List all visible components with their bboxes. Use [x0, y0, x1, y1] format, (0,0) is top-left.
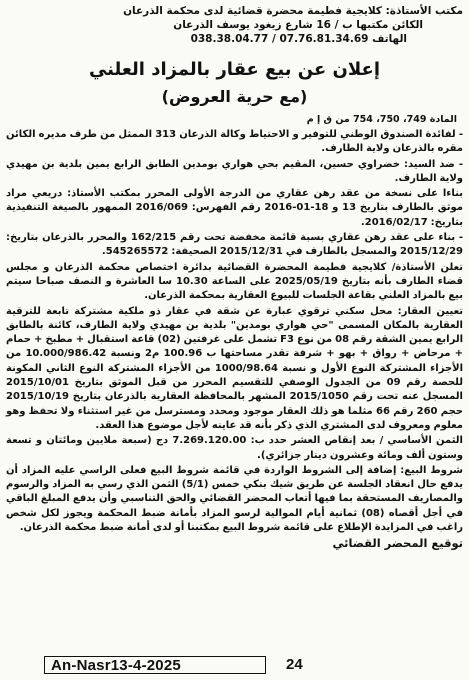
newspaper-issue: An-Nasr13-4-2025	[51, 657, 181, 674]
paragraph-beneficiary: - لفائدة الصندوق الوطني للتوفير و الاحتياط وكالة الذرعان 313 الممثل من طرف مديره الكائن مقره بالذرعان ولاية الطارف.	[6, 129, 463, 155]
notice-subtitle: (مع حرية العروض)	[161, 87, 308, 106]
notice-body	[6, 128, 463, 551]
bailiff-signature: توقيع المحضر القضائي	[332, 536, 463, 551]
bailiff-office-header	[6, 4, 463, 46]
legal-articles: المادة 749، 750، 754 من ق إ م	[306, 114, 457, 125]
paragraph-sale-conditions: شروط البيع: إضافة إلى الشروط الواردة في قائمة شروط البيع فعلى الراسي عليه المزاد أن يدفع حال انعقاد الجلسة عن طريق شيك بنكي خمس (5/1) الثمن الذي رسي به المزاد والرسوم والمصاريف المستحقة بما فيها أتعاب المحضر القضائي والحق التناسبي وأن يدفع المبلغ الباقي في أجل أقصاه (08) ثمانية أيام الموالية لرسو المزاد بأمانة ضبط المحكمة ويجوز لكل شخص راغب في المزايدة الإطلاع على قائمة شروط البيع بمكتبنا أو لدى أمانة ضبط محكمة الذرعان.	[6, 464, 464, 534]
paragraph-auction-announcement: تعلن الأستاذة/ كلايجية فطيمة المحضرة القضائية بدائرة اختصاص محكمة الذرعان و مجلس قضاء الطارف بأنه بتاريخ 2025/05/19 على الساعة 10.30 سا العاشرة و النصف صباحا سيتم بيع بالمزاد العلني بقاعة الجلسات للبيوع العقارية بمحكمة الذرعان.	[6, 261, 464, 302]
newspaper-name-box	[44, 656, 266, 674]
paragraph-base-price: الثمن الأساسي / بعد إنقاص العشر حدد ب: 7.269.120.00 دج (سبعة ملايين ومائتان و تسعة وستون ألف ومائة وعشرون دينار جزائري).	[6, 435, 463, 461]
paragraph-mortgage-deed: بناءا على نسخة من عقد رهن عقاري من الدرجة الأولى المحرر بمكتب الأستاذ: دريعي مراد موثق بالطارف بتاريخ 13 و 18-01-2016 رقم الفهرس: 2016/069 الممهور بالصيغة التنفيذية بتاريخ: 2016/02/17.	[6, 188, 464, 228]
office-phone: الهاتف 07.76.81.34.69 / 038.38.04.77	[190, 33, 407, 45]
paragraph-property-description: تعيين العقار: محل سكني ترقوي عبارة عن شقة في عقار ذو ملكية مشتركة تابعة للترقية العقارية بالمكان المسمى "حي هواري بومدين" بلدية بن مهيدي ولاية الطارف، كائنة بالطابق الرابع يمين الشقة رقم 08 من نوع F3 تشمل على غرفتين (02) قاعة استقبال + مطبخ + حمام + مرحاض + رواق + بهو + شرفة تقدر مساحتها ب 100.96 م2 ونسبة 10.000/986.42 من الأجزاء المشتركة النوع الأول و نسبة 1000/98.64 من الأجزاء المشتركة النوع الثاني المكونة للحصة رقم 09 من الجدول الوصفي للتقسيم المحرر من قبل الموثق بتاريخ 2015/10/01 المسجل عنه تحت رقم 2015/1050 المشهر بالمحافظة العقارية بالذرعان بتاريخ 2015/10/19 حجم 260 رقم 66 مثلما هو ذلك العقار موجود ومحدد ومسترسل من غير استثناء ولا تحفظ وهو معلوم ومعروف لدى المشتري الذي ذكر بأنه قد عاينه لأجل موضوع هذا العقد.	[6, 305, 464, 431]
newspaper-footer	[4, 656, 465, 676]
notice-title: إعلان عن بيع عقار بالمزاد العلني	[88, 59, 381, 80]
office-name: مكتب الأستاذة: كلايجية فطيمة محضرة قضائية لدى محكمة الذرعان	[123, 5, 463, 17]
paragraph-debtor: - ضد السيد: خضراوي حسين، المقيم بحي هواري بومدين الطابق الرابع يمين بلدية بن مهيدي ولاية الطارف.	[6, 158, 463, 184]
paragraph-mortgage-contract: - بناء على عقد رهن عقاري بسبة قائمة مخفضة تحت رقم 162/215 والمحرر بالذرعان بتاريخ: 2015/12/29 والمسجل بالطارف في 2015/12/31 الصحيفة: 545265572.	[6, 232, 463, 258]
office-address: الكائن مكتبها ب / 16 شارع زيغود يوسف الذرعان	[173, 19, 423, 31]
page-number: 24	[286, 656, 303, 673]
